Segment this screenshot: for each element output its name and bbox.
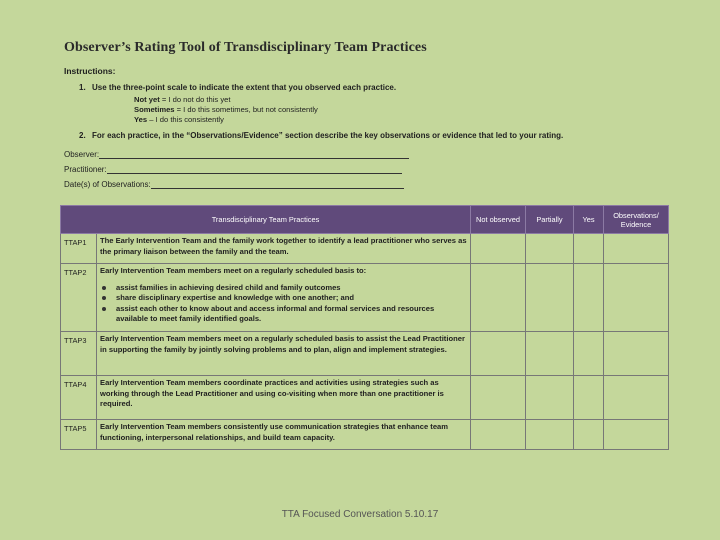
not-observed-cell[interactable] xyxy=(471,264,526,332)
practice-id: TTAP5 xyxy=(61,420,97,450)
bullet-text: share disciplinary expertise and knowledge with one another; and xyxy=(116,293,354,302)
table-row xyxy=(61,420,669,450)
scale-term: Not yet xyxy=(134,95,160,104)
slide-footer: TTA Focused Conversation 5.10.17 xyxy=(281,509,439,520)
bullet-icon xyxy=(102,286,106,290)
header-partially: Partially xyxy=(526,206,574,234)
evidence-cell[interactable] xyxy=(604,264,669,332)
dates-line[interactable] xyxy=(151,179,404,189)
bullet-text: assist each other to know about and access informal and formal services and resources available to meet family identified goals. xyxy=(116,303,435,323)
yes-cell[interactable] xyxy=(574,420,604,450)
bullet-item xyxy=(100,304,467,325)
observer-label: Observer: xyxy=(64,150,100,159)
partially-cell[interactable] xyxy=(526,332,574,376)
header-not-observed: Not observed xyxy=(471,206,526,234)
not-observed-cell[interactable] xyxy=(471,234,526,264)
yes-cell[interactable] xyxy=(574,264,604,332)
practitioner-line[interactable] xyxy=(107,164,402,174)
practice-text-cell xyxy=(97,264,471,332)
table-row xyxy=(61,376,669,420)
practice-id: TTAP1 xyxy=(61,234,97,264)
table-header-row xyxy=(61,206,669,234)
scale-yes xyxy=(134,115,670,125)
bullet-item xyxy=(100,283,467,294)
scale-not-yet xyxy=(134,95,670,105)
header-practices: Transdisciplinary Team Practices xyxy=(61,206,471,234)
practice-text: Early Intervention Team members meet on a regularly scheduled basis to assist the Lead Practitioner in supporting the family by jointly solving problems and to plan, align and implement strategies. xyxy=(97,332,471,376)
observer-field[interactable] xyxy=(64,144,670,159)
dates-field[interactable] xyxy=(64,174,670,189)
evidence-cell[interactable] xyxy=(604,376,669,420)
practitioner-label: Practitioner: xyxy=(64,165,107,174)
table-row xyxy=(61,264,669,332)
instruction-step-1 xyxy=(62,83,670,125)
scale-term: Yes xyxy=(134,115,148,124)
observation-fields xyxy=(64,144,670,189)
table-row xyxy=(61,332,669,376)
dates-label: Date(s) of Observations: xyxy=(64,180,151,189)
scale-desc: = I do this sometimes, but not consistently xyxy=(174,105,318,114)
scale-desc: = I do not do this yet xyxy=(159,95,231,104)
table-row xyxy=(61,234,669,264)
evidence-cell[interactable] xyxy=(604,420,669,450)
partially-cell[interactable] xyxy=(526,420,574,450)
practitioner-field[interactable] xyxy=(64,159,670,174)
practice-text: Early Intervention Team members consistently use communication strategies that enhance team functioning, interpersonal relationships, and build team capacity. xyxy=(97,420,471,450)
instruction-step-2 xyxy=(62,131,670,140)
scale-sometimes xyxy=(134,105,670,115)
practice-id: TTAP2 xyxy=(61,264,97,332)
step-2-text: For each practice, in the “Observations/Evidence” section describe the key observations or evidence that led to your rating. xyxy=(92,131,564,140)
scale-desc: – I do this consistently xyxy=(147,115,224,124)
practice-id: TTAP4 xyxy=(61,376,97,420)
yes-cell[interactable] xyxy=(574,234,604,264)
practice-text: The Early Intervention Team and the family work together to identify a lead practitioner who serves as the primary liaison between the family and the team. xyxy=(97,234,471,264)
instruction-steps xyxy=(62,83,670,140)
practices-table xyxy=(60,205,669,450)
yes-cell[interactable] xyxy=(574,376,604,420)
step-1-text: Use the three-point scale to indicate the extent that you observed each practice. xyxy=(92,83,397,92)
bullet-text: assist families in achieving desired child and family outcomes xyxy=(116,282,341,292)
partially-cell[interactable] xyxy=(526,234,574,264)
rating-tool-document xyxy=(62,40,670,199)
scale-term: Sometimes xyxy=(134,105,175,114)
step-2-number: 2. xyxy=(79,131,86,140)
observer-line[interactable] xyxy=(99,149,409,159)
evidence-cell[interactable] xyxy=(604,234,669,264)
yes-cell[interactable] xyxy=(574,332,604,376)
header-yes: Yes xyxy=(574,206,604,234)
header-evidence: Observations/ Evidence xyxy=(604,206,669,234)
step-1-number: 1. xyxy=(79,83,86,92)
practice-bullets xyxy=(100,283,467,325)
instructions-heading: Instructions: xyxy=(64,66,116,76)
not-observed-cell[interactable] xyxy=(471,376,526,420)
practice-text: Early Intervention Team members coordinate practices and activities using strategies such as working through the Lead Practitioner and using co-visiting when more than one practitioner is required. xyxy=(97,376,471,420)
not-observed-cell[interactable] xyxy=(471,420,526,450)
practice-id: TTAP3 xyxy=(61,332,97,376)
bullet-icon xyxy=(102,307,106,311)
rating-scale xyxy=(134,95,670,125)
partially-cell[interactable] xyxy=(526,376,574,420)
evidence-cell[interactable] xyxy=(604,332,669,376)
practice-text: Early Intervention Team members meet on a regularly scheduled basis to: xyxy=(100,266,367,275)
bullet-icon xyxy=(102,296,106,300)
partially-cell[interactable] xyxy=(526,264,574,332)
document-title: Observer’s Rating Tool of Transdisciplinary Team Practices xyxy=(64,40,427,55)
not-observed-cell[interactable] xyxy=(471,332,526,376)
bullet-item xyxy=(100,293,467,304)
